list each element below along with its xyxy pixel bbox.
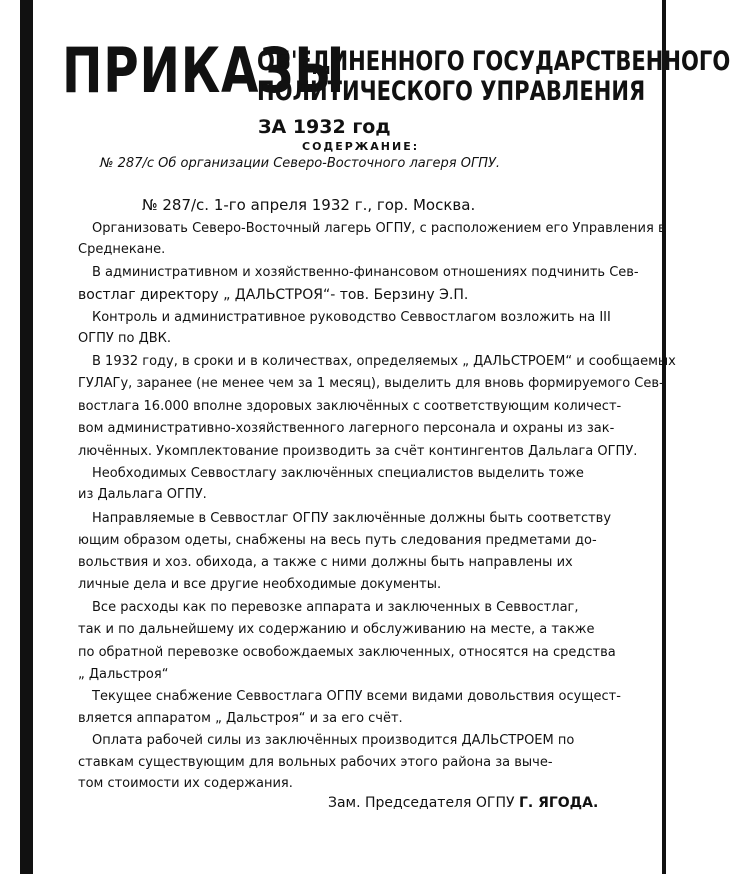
signature-title: Зам. Председателя ОГПУ: [328, 795, 515, 811]
scan-margin-left: [0, 0, 20, 874]
body-line: Контроль и административное руководство Севвостлагом возложить на III: [92, 310, 611, 325]
body-line: том стоимости их содержания.: [78, 776, 293, 791]
body-line: „ Дальстроя“: [78, 667, 169, 682]
body-line: вом административно-хозяйственного лагерного персонала и охраны из зак-: [78, 421, 615, 436]
body-line: востлаг директору „ ДАЛЬСТРОЯ“- тов. Берзину Э.П.: [78, 287, 469, 303]
body-line: лючённых. Укомплектование производить за счёт контингентов Дальлага ОГПУ.: [78, 444, 638, 459]
body-line: по обратной перевозке освобождаемых заключенных, относятся на средства: [78, 645, 616, 660]
body-line: Необходимых Севвостлагу заключённых специалистов выделить тоже: [92, 466, 584, 481]
body-line: ющим образом одеты, снабжены на весь путь следования предметами до-: [78, 533, 597, 548]
body-line: Текущее снабжение Севвостлага ОГПУ всеми видами довольствия осущест-: [92, 689, 621, 704]
body-line: Направляемые в Севвостлаг ОГПУ заключённые должны быть соответству: [92, 511, 612, 526]
signature-block: [328, 795, 598, 811]
body-line: Среднекане.: [78, 242, 166, 257]
body-line: Все расходы как по перевозке аппарата и заключенных в Севвостлаг,: [92, 600, 579, 615]
body-line: личные дела и все другие необходимые документы.: [78, 577, 442, 592]
body-line: востлага 16.000 вполне здоровых заключённых с соответствующим количест-: [78, 399, 622, 414]
body-line: Организовать Северо-Восточный лагерь ОГПУ, с расположением его Управления в: [92, 221, 666, 236]
body-line: ставкам существующим для вольных рабочих этого района за выче-: [78, 755, 553, 770]
contents-item: № 287/с Об организации Северо-Восточного лагеря ОГПУ.: [100, 156, 501, 171]
body-line: ГУЛАГу, заранее (не менее чем за 1 месяц), выделить для вновь формируемого Сев-: [78, 376, 664, 391]
body-line: так и по дальнейшему их содержанию и обслуживанию на месте, а также: [78, 622, 595, 637]
body-line: В административном и хозяйственно-финансовом отношениях подчинить Сев-: [92, 265, 639, 280]
body-line: ОГПУ по ДВК.: [78, 331, 172, 346]
body-line: Оплата рабочей силы из заключённых производится ДАЛЬСТРОЕМ по: [92, 733, 575, 748]
subtitle-line-2: ПОЛИТИЧЕСКОГО УПРАВЛЕНИЯ: [257, 76, 646, 107]
signature-name: Г. ЯГОДА.: [518, 795, 599, 811]
order-number-line: № 287/с. 1-го апреля 1932 г., гор. Москва.: [142, 196, 476, 214]
body-line: В 1932 году, в сроки и в количествах, определяемых „ ДАЛЬСТРОЕМ“ и сообщаемых: [92, 354, 676, 369]
body-line: вольствия и хоз. обихода, а также с ними должны быть направлены их: [78, 555, 573, 570]
scan-margin-right: [666, 0, 676, 874]
contents-heading: СОДЕРЖАНИЕ:: [302, 140, 420, 153]
year-heading: ЗА 1932 год: [258, 116, 391, 138]
subtitle-line-1: ОБ'ЕДИНЕННОГО ГОСУДАРСТВЕННОГО: [257, 46, 730, 77]
main-title: ПРИКАЗЫ: [62, 34, 346, 107]
body-line: вляется аппаратом „ Дальстроя“ и за его счёт.: [78, 711, 403, 726]
body-line: из Дальлага ОГПУ.: [78, 487, 207, 502]
